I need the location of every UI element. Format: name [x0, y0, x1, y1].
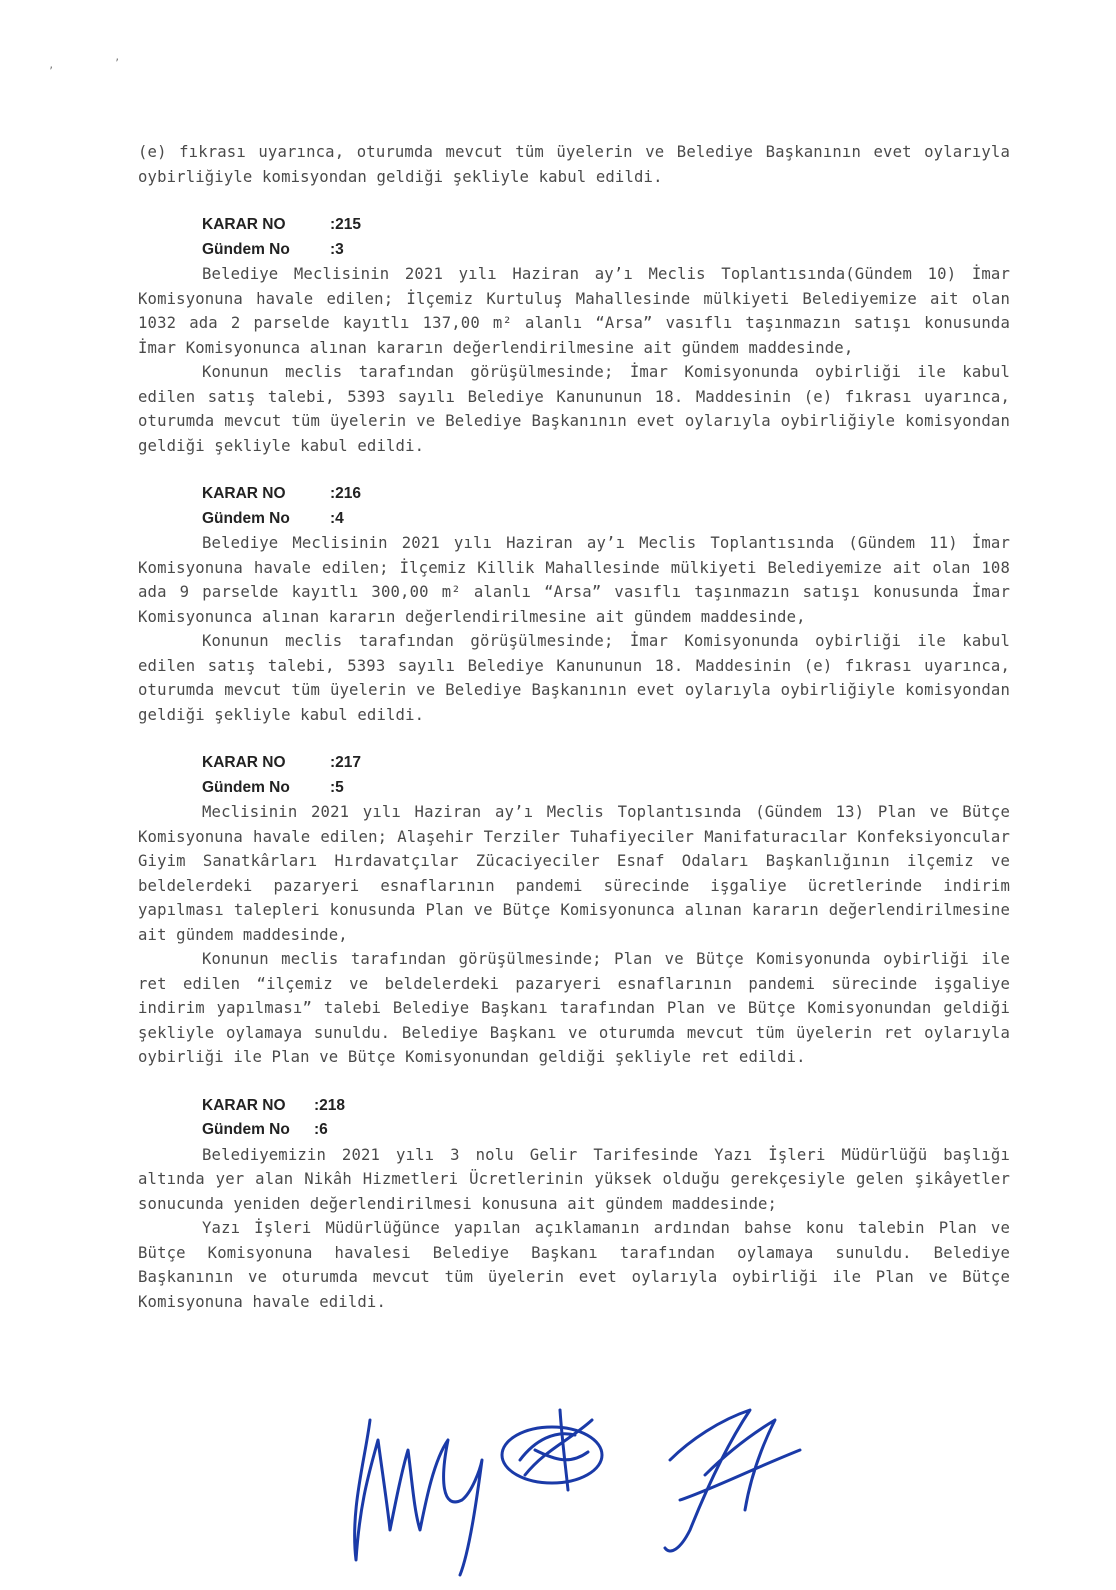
gundem-no-line — [202, 238, 1010, 263]
decision-paragraph: Meclisinin 2021 yılı Haziran ay’ı Meclis Toplantısında (Gündem 13) Plan ve Bütçe Komisyonuna havale edilen; Alaşehir Terziler Tuhafiyeciler Manifaturacılar Konfeksiyoncular Giyim Sanatkârları Hırdavatçılar Zücaciyeciler Esnaf Odaları Başkanlığının ilçemiz ve beldelerdeki pazaryeri esnaflarının pandemi sürecinde işgaliye ücretlerinde indirim yapılması talepleri konusunda Plan ve Bütçe Komisyonunca alınan kararın değerlendirilmesine ait gündem maddesinde, — [138, 803, 1010, 944]
gundem-no-value: :5 — [330, 778, 344, 796]
decision-paragraph: Belediye Meclisinin 2021 yılı Haziran ay’ı Meclis Toplantısında(Gündem 10) İmar Komisyonuna havale edilen; İlçemiz Kurtuluş Mahallesinde mülkiyeti Belediyemize ait olan 1032 ada 2 parselde kayıtlı 137,00 m² alanlı “Arsa” vasıflı taşınmazın satışı konusunda İmar Komisyonunca alınan kararın değerlendirilmesine ait gündem maddesinde, — [138, 265, 1010, 357]
gundem-no-label: Gündem No — [202, 509, 290, 527]
decision-paragraph: Konunun meclis tarafından görüşülmesinde; Plan ve Bütçe Komisyonunda oybirliği ile ret edilen “ilçemiz ve beldelerdeki pazaryeri esnaflarının pandemi sürecinde işgaliye indirim yapılması” talebi Belediye Başkanı tarafından Plan ve Bütçe Komisyonundan geldiği şekliyle oylamaya sunuldu. Belediye Başkanı ve oturumda mevcut tüm üyelerin ret oylarıyla oybirliği ile Plan ve Bütçe Komisyonundan geldiği şekliyle ret edildi. — [138, 950, 1010, 1066]
gundem-no-line — [202, 1118, 1010, 1143]
gundem-no-value: :3 — [330, 240, 344, 258]
signature-3 — [665, 1410, 800, 1551]
decision-217 — [138, 751, 1010, 1070]
gundem-no-value: :6 — [314, 1121, 328, 1138]
karar-no-line — [202, 213, 1010, 238]
decision-paragraph: Yazı İşleri Müdürlüğünce yapılan açıklamanın ardından bahse konu talebin Plan ve Bütçe Komisyonuna havalesi Belediye Başkanı tarafından oylamaya sunuldu. Belediye Başkanının ve oturumda mevcut tüm üyelerin evet oylarıyla oybirliği ile Plan ve Bütçe Komisyonuna havale edildi. — [138, 1219, 1010, 1311]
karar-no-label: KARAR NO — [202, 216, 286, 233]
karar-no-value: :217 — [330, 754, 362, 771]
document-body — [138, 140, 1010, 1314]
gundem-no-label: Gündem No — [202, 1121, 290, 1138]
decision-paragraph: Belediye Meclisinin 2021 yılı Haziran ay’ı Meclis Toplantısında (Gündem 11) İmar Komisyonuna havale edilen; İlçemiz Killik Mahallesinde mülkiyeti Belediyemize ait olan 108 ada 9 parselde kayıtlı 300,00 m² alanlı “Arsa” vasıflı taşınmazın satışı konusunda İmar Komisyonunca alınan kararın değerlendirilmesine ait gündem maddesinde, — [138, 534, 1010, 626]
karar-no-line — [202, 1094, 1010, 1119]
karar-no-value: :218 — [314, 1096, 346, 1114]
decision-paragraph: Belediyemizin 2021 yılı 3 nolu Gelir Tarifesinde Yazı İşleri Müdürlüğü başlığı altında yer alan Nikâh Hizmetleri Ücretlerinin yüksek olduğu gerekçesiyle gelen şikâyetler sonucunda yeniden değerlendirilmesi konusuna ait gündem maddesinde; — [138, 1145, 1010, 1213]
karar-no-label: KARAR NO — [202, 1096, 286, 1114]
gundem-no-label: Gündem No — [202, 240, 290, 258]
decision-215 — [138, 213, 1010, 458]
gundem-no-line — [202, 507, 1010, 532]
karar-no-value: :215 — [330, 216, 362, 233]
signatures — [330, 1380, 830, 1580]
karar-no-label: KARAR NO — [202, 754, 286, 771]
scan-speck: ’ — [48, 66, 55, 77]
gundem-no-line — [202, 776, 1010, 801]
decision-paragraph: Konunun meclis tarafından görüşülmesinde; İmar Komisyonunda oybirliği ile kabul edilen satış talebi, 5393 sayılı Belediye Kanununun 18. Maddesinin (e) fıkrası uyarınca, oturumda mevcut tüm üyelerin ve Belediye Başkanının evet oylarıyla oybirliğiyle komisyondan geldiği şekliyle kabul edildi. — [138, 632, 1010, 724]
decision-paragraph: Konunun meclis tarafından görüşülmesinde; İmar Komisyonunda oybirliği ile kabul edilen satış talebi, 5393 sayılı Belediye Kanununun 18. Maddesinin (e) fıkrası uyarınca, oturumda mevcut tüm üyelerin ve Belediye Başkanının evet oylarıyla oybirliğiyle komisyondan geldiği şekliyle kabul edildi. — [138, 363, 1010, 455]
karar-no-label: KARAR NO — [202, 485, 286, 502]
gundem-no-label: Gündem No — [202, 778, 290, 796]
signature-1 — [355, 1420, 482, 1575]
karar-no-value: :216 — [330, 485, 362, 502]
decision-216 — [138, 482, 1010, 727]
gundem-no-value: :4 — [330, 509, 344, 527]
karar-no-line — [202, 482, 1010, 507]
scan-speck: ’ — [114, 58, 121, 69]
intro-paragraph: (e) fıkrası uyarınca, oturumda mevcut tüm üyelerin ve Belediye Başkanının evet oylarıyla oybirliğiyle komisyondan geldiği şekliyle kabul edildi. — [138, 143, 1010, 186]
decision-218 — [138, 1094, 1010, 1315]
karar-no-line — [202, 751, 1010, 776]
